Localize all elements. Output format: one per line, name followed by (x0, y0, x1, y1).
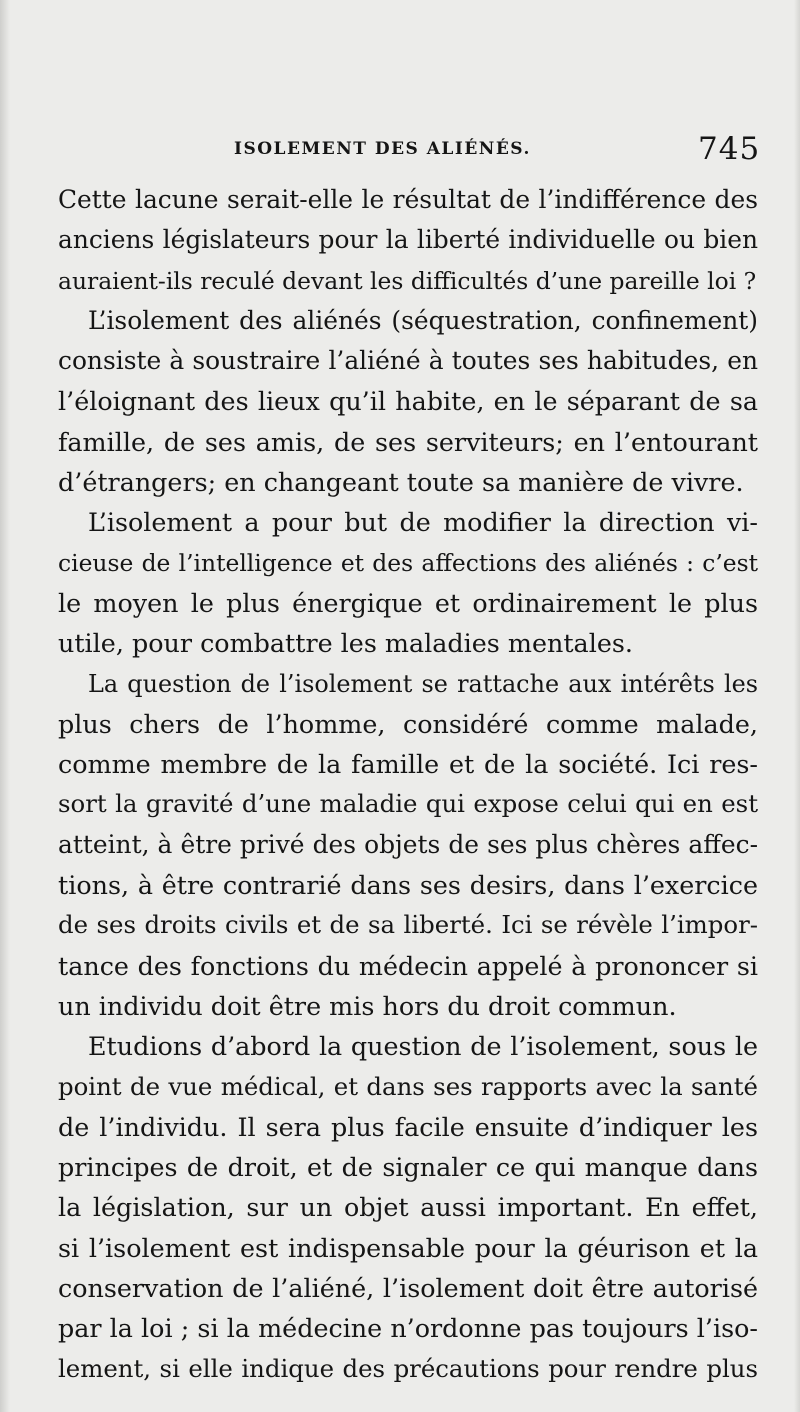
scan-left-edge (0, 0, 10, 1412)
text-line: Etudions d’abord la question de l’isolement, sous le (88, 1031, 758, 1062)
text-line: anciens législateurs pour la liberté individuelle ou bien (58, 225, 758, 255)
text-line: un individu doit être mis hors du droit commun. (58, 990, 677, 1021)
text-line: L’isolement des aliénés (séquestration, confinement) (88, 305, 758, 335)
text-line: cieuse de l’intelligence et des affections des aliénés : c’est (58, 548, 758, 577)
text-line: consiste à soustraire l’aliéné à toutes ses habitudes, en (58, 346, 758, 376)
running-title: ISOLEMENT DES ALIÉNÉS. (234, 139, 531, 159)
page-number: 745 (698, 131, 761, 167)
text-line: principes de droit, et de signaler ce qui manque dans (58, 1152, 758, 1183)
page-header (0, 131, 800, 167)
text-line: la législation, sur un objet aussi important. En effet, (58, 1192, 758, 1223)
text-line: Cette lacune serait-elle le résultat de l’indifférence des (58, 185, 758, 214)
text-line: conservation de l’aliéné, l’isolement doit être autorisé (58, 1273, 758, 1304)
text-line: atteint, à être privé des objets de ses plus chères affec- (58, 829, 758, 859)
text-line: de ses droits civils et de sa liberté. Ici se révèle l’impor- (58, 910, 758, 940)
text-line: l’éloignant des lieux qu’il habite, en le séparant de sa (58, 386, 758, 417)
text-line: par la loi ; si la médecine n’ordonne pas toujours l’iso- (58, 1313, 758, 1344)
text-line: tions, à être contrarié dans ses desirs, dans l’exercice (58, 870, 758, 901)
text-line: comme membre de la famille et de la société. Ici res- (58, 749, 758, 780)
text-line: si l’isolement est indispensable pour la géurison et la (58, 1232, 758, 1263)
text-line: auraient-ils reculé devant les difficultés d’une pareille loi ? (58, 266, 757, 295)
text-line: tance des fonctions du médecin appelé à prononcer si (58, 950, 758, 981)
text-line: L’isolement a pour but de modifier la direction vi- (88, 507, 758, 538)
text-line: famille, de ses amis, de ses serviteurs; en l’entourant (58, 426, 758, 457)
text-line: sort la gravité d’une maladie qui expose celui qui en est (58, 789, 758, 819)
text-line: plus chers de l’homme, considéré comme malade, (58, 708, 758, 739)
text-line: La question de l’isolement se rattache aux intérêts les (88, 669, 758, 698)
text-line: d’étrangers; en changeant toute sa manière de vivre. (58, 467, 744, 498)
text-line: point de vue médical, et dans ses rapports avec la santé (58, 1071, 758, 1101)
text-line: utile, pour combattre les maladies mentales. (58, 628, 633, 659)
body-text (58, 180, 758, 1389)
text-line: le moyen le plus énergique et ordinairement le plus (58, 587, 758, 618)
text-line: de l’individu. Il sera plus facile ensuite d’indiquer les (58, 1111, 758, 1142)
scan-right-edge (794, 0, 800, 1412)
text-line: lement, si elle indique des précautions pour rendre plus (58, 1353, 758, 1383)
